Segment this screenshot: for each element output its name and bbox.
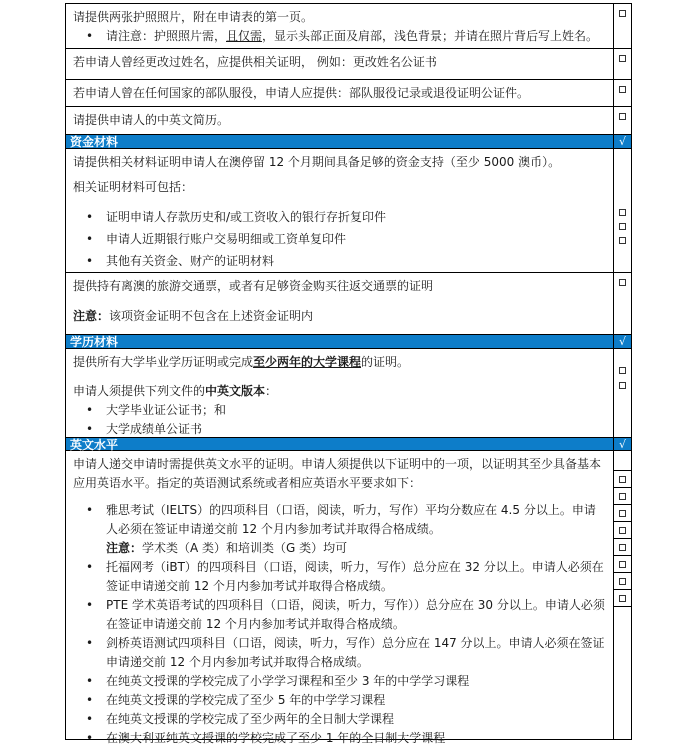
checkbox-cell: [613, 349, 631, 437]
section-check-cell: [613, 438, 631, 450]
bullet-icon: •: [86, 693, 94, 707]
row-name-change-text: 若申请人曾经更改过姓名，应提供相关证明， 例如：更改姓名公证书: [73, 55, 437, 69]
note: 注意：学术类（A 类）和培训类（G 类）均可: [106, 541, 348, 555]
paragraph: 请提供相关材料证明申请人在澳停留 12 个月期间具备足够的资金支持（至少 5000 澳币）。: [73, 155, 561, 169]
checkbox-icon: [619, 578, 626, 585]
list-item-text: 在纯英文授课的学校完成了小学学习课程和至少 3 年的中学学习课程: [106, 674, 470, 688]
list-item: [73, 729, 607, 745]
checkbox-icon: [619, 493, 626, 500]
list-item-text: PTE 学术英语考试的四项科目（口语，阅读，听力，写作））总分应在 30 分以上。申请人必须在签证申请递交前 12 个月内参加考试并取得合格成绩。: [106, 598, 605, 631]
list-item-text: 大学成绩单公证书: [106, 422, 203, 436]
bullet-list: [73, 208, 607, 271]
list-item-text: 在纯英文授课的学校完成了至少 5 年的中学学习课程: [106, 693, 386, 707]
checkbox-cell: [614, 590, 631, 607]
list-item-text: 雅思考试（IELTS）的四项科目（口语，阅读，听力，写作）平均分数应在 4.5 分以上。申请人必须在签证申请递交前 12 个月内参加考试并取得合格成绩。 注意：学术类（A 类）和培训类（G 类）均可: [106, 501, 607, 558]
list-item: [73, 691, 607, 710]
checkbox-icon: [619, 476, 626, 483]
checkbox-icon: [619, 367, 626, 374]
list-item: [73, 558, 607, 596]
bullet-icon: •: [86, 29, 94, 43]
checkbox-icon: [619, 237, 626, 244]
paragraph: 申请人须提供下列文件的中英文版本：: [73, 384, 278, 398]
row-english-evidence: [66, 451, 631, 745]
paragraph: 请提供两张护照照片，附在申请表的第一页。: [73, 10, 314, 24]
list-item: [73, 252, 607, 271]
checkbox-cell-empty: [614, 451, 631, 471]
row-education-evidence: [66, 349, 631, 438]
list-item-text: 托福网考（iBT）的四项科目（口语，阅读，听力，写作）总分应在 32 分以上。申请人必须在签证申请递交前 12 个月内参加考试并取得合格成绩。: [106, 560, 604, 593]
row-english-evidence-text: [66, 451, 613, 745]
checkbox-icon: [619, 10, 626, 17]
bullet-icon: •: [86, 598, 94, 612]
checkbox-icon: [619, 279, 626, 286]
checkbox-cell: [614, 522, 631, 539]
bullet-icon: •: [86, 210, 94, 224]
section-header-education: [66, 335, 631, 349]
list-item: [73, 27, 607, 46]
list-item: [73, 672, 607, 691]
bullet-icon: •: [86, 712, 94, 726]
section-header-funds: [66, 135, 631, 149]
list-item: [73, 420, 607, 439]
bullet-icon: •: [86, 232, 94, 246]
row-resume: [66, 107, 631, 135]
bullet-icon: •: [86, 731, 94, 745]
paragraph: 相关证明材料可包括：: [73, 180, 194, 194]
bullet-icon: •: [86, 636, 94, 650]
checkbox-cell: [614, 539, 631, 556]
checkbox-cell: [613, 49, 631, 79]
checkbox-icon: [619, 510, 626, 517]
list-item-text: 证明申请人存款历史和/或工资收入的银行存折复印件: [106, 210, 387, 224]
row-transport-ticket-text: [66, 273, 613, 334]
list-item-text: 请注意：护照照片需，且仅需，显示头部正面及肩部，浅色背景；并请在照片背后写上姓名。: [106, 29, 599, 43]
section-header-education-label: 学历材料: [70, 335, 119, 349]
bullet-list: [73, 501, 607, 745]
checkbox-icon: [619, 544, 626, 551]
checkbox-icon: [619, 223, 626, 230]
checklist-table: [65, 3, 632, 745]
bullet-icon: •: [86, 254, 94, 268]
checkbox-icon: [619, 527, 626, 534]
list-item-text: 在纯英文授课的学校完成了至少两年的全日制大学课程: [106, 712, 395, 726]
checkbox-icon: [619, 86, 626, 93]
check-mark-icon: √: [619, 135, 627, 148]
checkbox-icon: [619, 113, 626, 120]
paragraph: 提供所有大学毕业学历证明或完成至少两年的大学课程的证明。: [73, 355, 410, 369]
section-check-cell: [613, 335, 631, 348]
paragraph: 提供持有离澳的旅游交通票，或者有足够资金购买往返交通票的证明: [73, 279, 434, 293]
list-item: [73, 596, 607, 634]
list-item-text: 申请人近期银行账户交易明细或工资单复印件: [106, 232, 347, 246]
row-passport-photos: [66, 4, 631, 49]
row-military-service-text: 若申请人曾在任何国家的部队服役，申请人应提供：部队服役记录或退役证明公证件。: [73, 86, 530, 100]
checkbox-cell: [614, 471, 631, 488]
list-item: [73, 208, 607, 227]
checkbox-icon: [619, 595, 626, 602]
checkbox-cell: [614, 573, 631, 590]
row-passport-photos-text: [66, 4, 613, 48]
row-military-service: [66, 80, 631, 107]
list-item: [73, 501, 607, 558]
check-mark-icon: √: [619, 335, 627, 348]
list-item: [73, 401, 607, 420]
section-header-english-label: 英文水平: [70, 438, 119, 452]
checkbox-cell: [614, 556, 631, 573]
note: 注意：该项资金证明不包含在上述资金证明内: [73, 309, 314, 323]
section-check-cell: [613, 135, 631, 148]
checkbox-icon: [619, 382, 626, 389]
list-item: [73, 634, 607, 672]
checkbox-cell: [614, 505, 631, 522]
checkbox-cell: [613, 149, 631, 272]
bullet-icon: •: [86, 560, 94, 574]
paragraph: 申请人递交申请时需提供英文水平的证明。申请人须提供以下证明中的一项，以证明其至少具备基本应用英语水平。指定的英语测试系统或者相应英语水平要求如下：: [73, 457, 602, 490]
bullet-icon: •: [86, 403, 94, 417]
row-transport-ticket: [66, 273, 631, 335]
list-item-text: 大学毕业证公证书；和: [106, 403, 227, 417]
list-item-text: 其他有关资金、财产的证明材料: [106, 254, 275, 268]
checkbox-cell: [613, 273, 631, 334]
section-header-funds-label: 资金材料: [70, 135, 119, 149]
row-funds-evidence: [66, 149, 631, 273]
list-item: [73, 710, 607, 729]
section-header-english: [66, 438, 631, 451]
bullet-icon: •: [86, 503, 94, 517]
row-education-evidence-text: [66, 349, 613, 437]
checkbox-cell: [613, 107, 631, 134]
list-item-text: 在澳大利亚纯英文授课的学校完成了至少 1 年的全日制大学课程: [106, 731, 446, 745]
check-mark-icon: √: [619, 437, 627, 451]
bullet-icon: •: [86, 422, 94, 436]
checkbox-icon: [619, 55, 626, 62]
checkbox-cell: [613, 4, 631, 48]
checkbox-cell: [614, 488, 631, 505]
row-funds-evidence-text: [66, 149, 613, 272]
checkbox-icon: [619, 209, 626, 216]
checkbox-icon: [619, 561, 626, 568]
checkbox-column: [613, 451, 631, 739]
row-resume-text: 请提供申请人的中英文简历。: [73, 113, 230, 127]
bullet-icon: •: [86, 674, 94, 688]
bullet-list: [73, 401, 607, 439]
list-item-text: 剑桥英语测试四项科目（口语，阅读，听力，写作）总分应在 147 分以上。申请人必须在签证申请递交前 12 个月内参加考试并取得合格成绩。: [106, 636, 605, 669]
checkbox-cell: [613, 80, 631, 106]
list-item: [73, 230, 607, 249]
row-name-change: [66, 49, 631, 80]
